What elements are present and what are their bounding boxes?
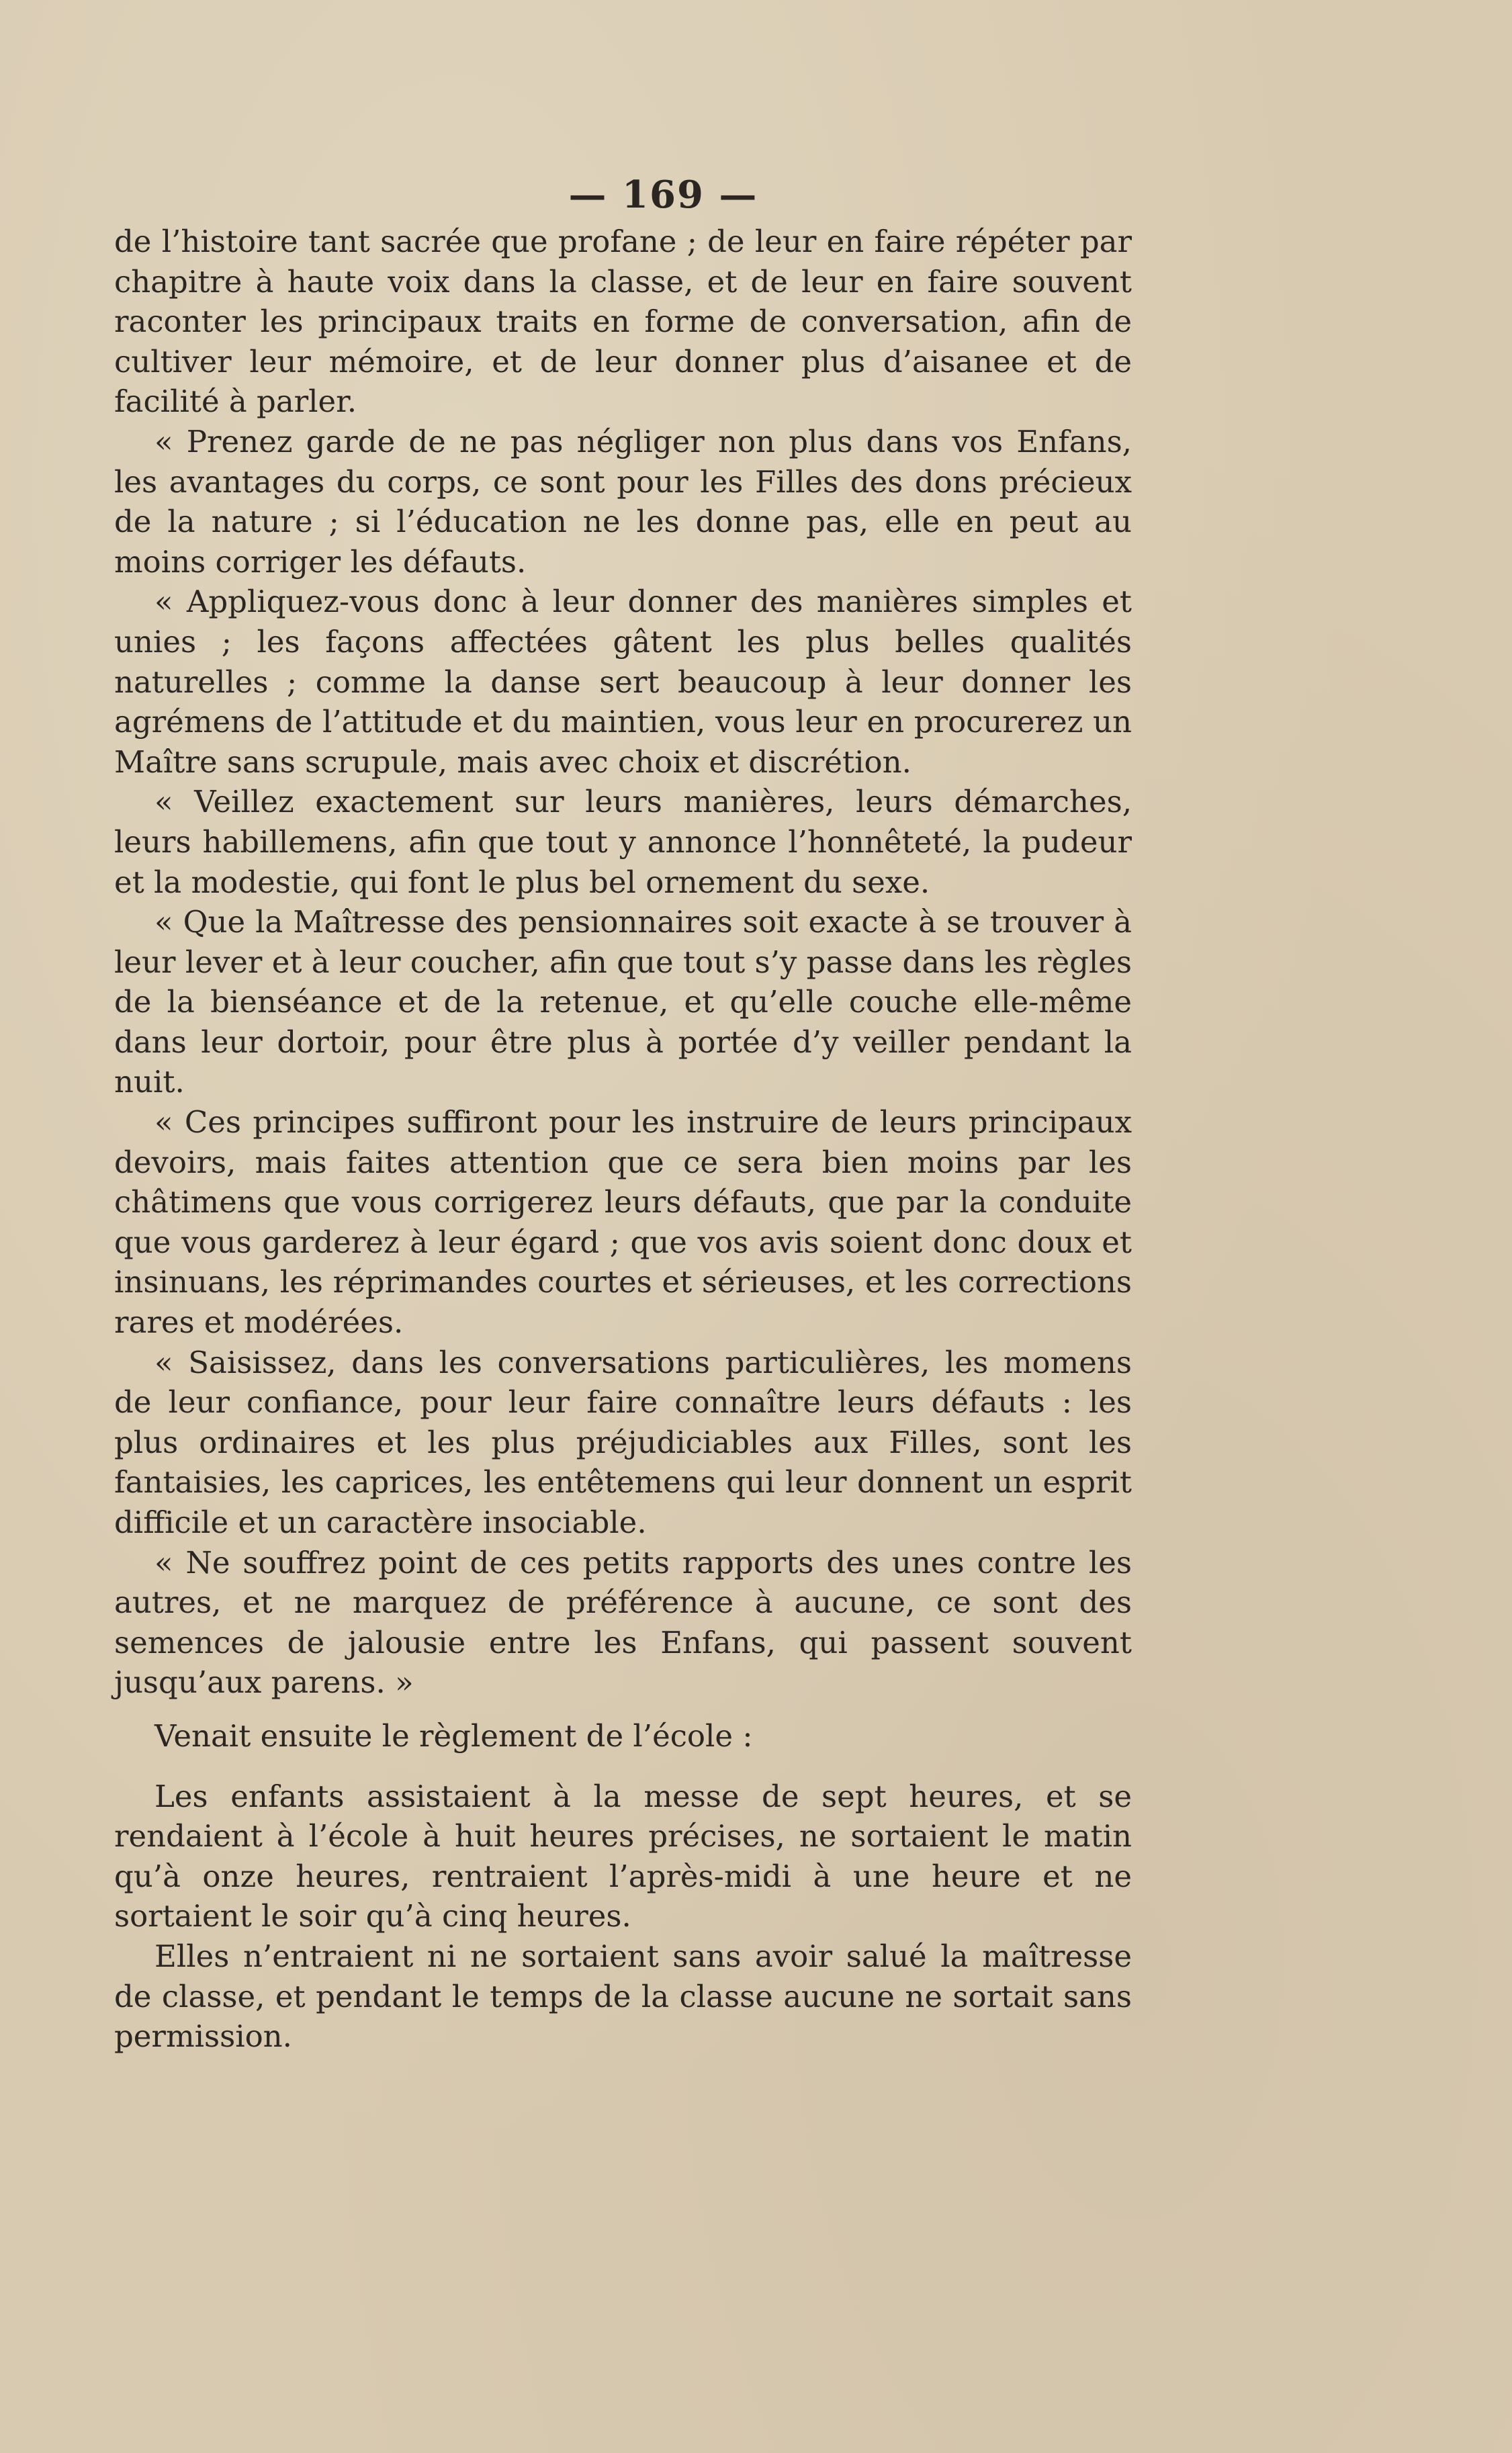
paragraph-modesty: « Veillez exactement sur leurs manières, leurs démarches, leurs habillemens, afin que tout y annonce l’honnêteté, la pudeur et la modestie, qui font le plus bel ornement du sexe. (114, 784, 1132, 900)
paragraph-schedule: Les enfants assistaient à la messe de sept heures, et se rendaient à l’école à huit heures précises, ne sortaient le matin qu’à onze heures, rentraient l’après-midi à une heure et ne sortaient le soir qu’à cinq heures. (114, 1778, 1132, 1934)
page-number: — 169 — (568, 173, 758, 217)
paragraph-school-rules-heading: Venait ensuite le règlement de l’école : (154, 1718, 753, 1754)
page-text (114, 168, 1132, 2057)
paragraph-boarders: « Que la Maîtresse des pensionnaires soit exacte à se trouver à leur lever et à leur coucher, afin que tout s’y passe dans les règles de la bienséance et de la retenue, et qu’elle couche elle-même dans leur dortoir, pour être plus à portée d’y veiller pendant la nuit. (114, 904, 1132, 1100)
paragraph-body-care: « Prenez garde de ne pas négliger non plus dans vos Enfans, les avantages du corps, ce sont pour les Filles des dons précieux de la nature ; si l’éducation ne les donne pas, elle en peut au moins corriger les défauts. (114, 423, 1132, 580)
paragraph-confidence: « Saisissez, dans les conversations particulières, les momens de leur confiance, pour leur faire connaître leurs défauts : les plus ordinaires et les plus préjudiciables aux Filles, sont les fantaisies, les caprices, les entêtemens qui leur donnent un esprit difficile et un caractère insociable. (114, 1344, 1132, 1540)
paragraph-history: de l’histoire tant sacrée que profane ; de leur en faire répéter par chapitre à haute voix dans la classe, et de leur en faire souvent raconter les principaux traits en forme de conversation, afin de cultiver leur mémoire, et de leur donner plus d’aisanee et de facilité à parler. (114, 224, 1132, 420)
paragraph-jealousy: « Ne souffrez point de ces petits rapports des unes contre les autres, et ne marquez de préférence à aucune, ce sont des semences de jalousie entre les Enfans, qui passent souvent jusqu’aux parens. » (114, 1544, 1132, 1701)
paragraph-manners: « Appliquez-vous donc à leur donner des manières simples et unies ; les façons affectées gâtent les plus belles qualités naturelles ; comme la danse sert beaucoup à leur donner les agrémens de l’attitude et du maintien, vous leur en procurerez un Maître sans scrupule, mais avec choix et discrétion. (114, 584, 1132, 780)
paragraph-principles: « Ces principes suffiront pour les instruire de leurs principaux devoirs, mais faites attention que ce sera bien moins par les châtimens que vous corrigerez leurs défauts, que par la conduite que vous garderez à leur égard ; que vos avis soient donc doux et insinuans, les réprimandes courtes et sérieuses, et les corrections rares et modérées. (114, 1104, 1132, 1341)
paragraph-permission: Elles n’entraient ni ne sortaient sans avoir salué la maîtresse de classe, et pendant le temps de la classe aucune ne sortait sans permission. (114, 1938, 1132, 2055)
